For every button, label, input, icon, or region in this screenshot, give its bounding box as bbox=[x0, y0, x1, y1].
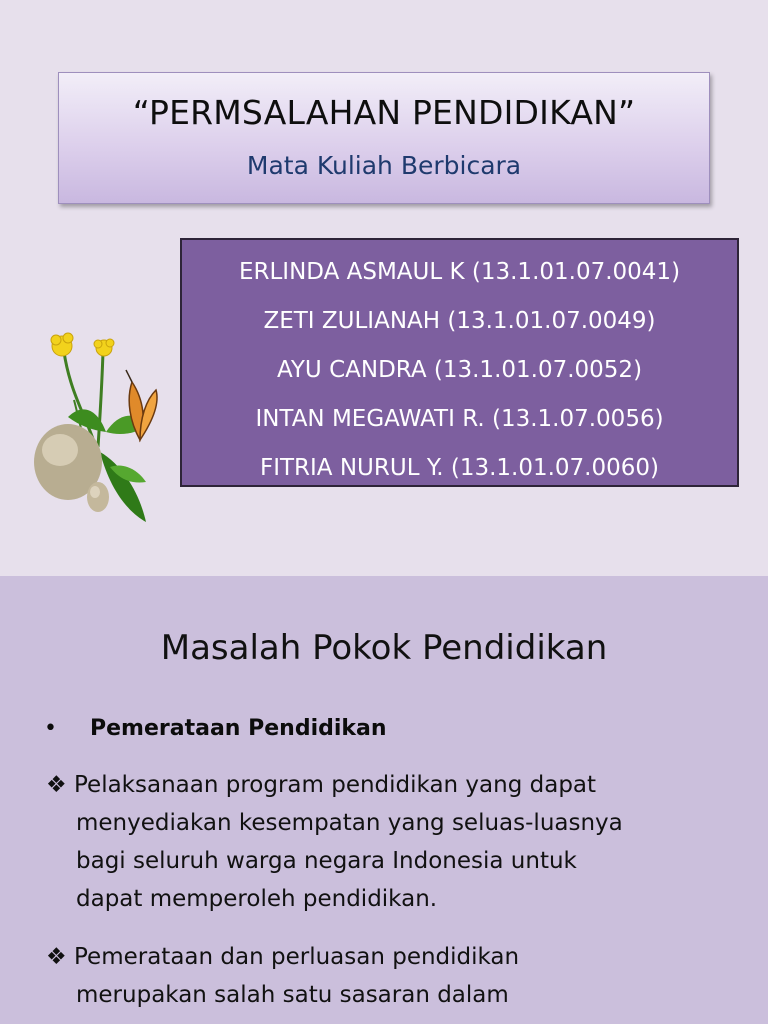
slide-title: Masalah Pokok Pendidikan bbox=[160, 628, 608, 668]
slide-title: “PERMSALAHAN PENDIDIKAN” bbox=[132, 93, 636, 132]
bullet-dot: • bbox=[44, 716, 57, 741]
members-box bbox=[180, 238, 739, 487]
member-name: FITRIA NURUL Y. (13.1.01.07.0060) bbox=[259, 455, 660, 481]
sub-bullet-paragraph bbox=[46, 938, 746, 1014]
paragraph-line: dapat memperoleh pendidikan. bbox=[76, 886, 438, 912]
paragraph-line: Pelaksanaan program pendidikan yang dapat bbox=[74, 772, 597, 798]
member-name: INTAN MEGAWATI R. (13.1.07.0056) bbox=[255, 406, 664, 432]
paragraph-line: menyediakan kesempatan yang seluas-luasnya bbox=[76, 810, 623, 836]
bullet-heading: Pemerataan Pendidikan bbox=[90, 716, 387, 741]
diamond-bullet-icon: ❖ bbox=[46, 772, 67, 798]
paragraph-line: bagi seluruh warga negara Indonesia untuk bbox=[76, 848, 577, 874]
sub-bullet-paragraph bbox=[46, 766, 746, 918]
slide-subtitle: Mata Kuliah Berbicara bbox=[246, 151, 522, 180]
paragraph-line: merupakan salah satu sasaran dalam bbox=[76, 982, 509, 1008]
title-box bbox=[58, 72, 710, 204]
bullet-item bbox=[44, 716, 387, 741]
flowers-rocks-butterfly-image bbox=[28, 322, 188, 532]
diamond-bullet-icon: ❖ bbox=[46, 944, 67, 970]
member-name: ERLINDA ASMAUL K (13.1.01.07.0041) bbox=[238, 259, 681, 285]
paragraph-line: Pemerataan dan perluasan pendidikan bbox=[74, 944, 520, 970]
slide-2 bbox=[0, 576, 768, 1024]
member-name: ZETI ZULIANAH (13.1.01.07.0049) bbox=[263, 308, 656, 334]
member-name: AYU CANDRA (13.1.01.07.0052) bbox=[276, 357, 643, 383]
